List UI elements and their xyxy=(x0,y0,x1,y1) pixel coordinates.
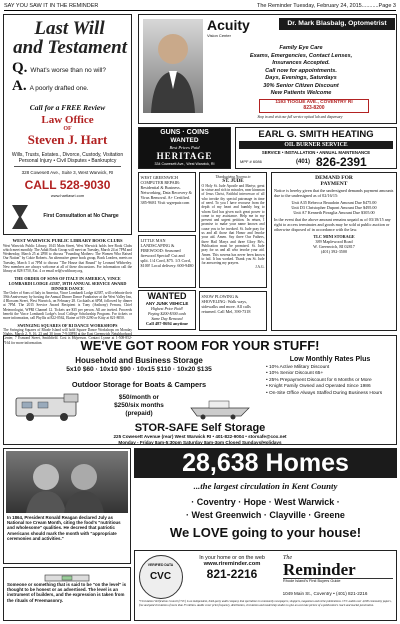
demand-body: Notice is hereby given that the undersigned demands payment amounts due to the undersigned as of 02/16/15: xyxy=(274,188,394,198)
demand-unit: Unit A35 Rebecca Beaudoin Amount Due $475.00 xyxy=(291,200,377,205)
earl-name: EARL G. SMITH HEATING xyxy=(258,129,374,140)
italy-body: The Order of Sons of Italy in America, Vince Lombardi Lodge #2387, will celebrate their 39th Anniversary by hosting the Annual Dinner Dance Fundraiser at the West Valley Inn, 4 Blossom Street, West Warwick, on February 28. Cocktails at 6PM, followed by dinner at 7PM. The 2015 Service Award Recipient is Tony (Anthony) Ferrara, Chief Meteorologist, WPRI Channel 12. Tickets are $35 per person. All are invited. Proceeds benefit the Vince Lombardi Lodge's local College Scholarship Program. For tickets or more information, call Phyllis at 822-0562, Elaine at 919-2290 or Kitty at 821-8050. xyxy=(3,290,132,321)
italy-title: THE ORDER OF SONS OF ITALY IN AMERICA, VINCE LOMBARDI LODGE #2387, 39TH ANNUAL SERVICE AWARD DINNER DANCE xyxy=(8,275,127,291)
level-text: Someone or something that is said to be "on the level" is thought to be honest or as advertised. The level is an instrument of builders, and the expression is taken from the rituals of Freemasonry. xyxy=(7,582,127,603)
reagan-photo xyxy=(6,451,128,513)
homes-ad xyxy=(134,448,397,548)
level-icon-wrap xyxy=(44,570,90,580)
acuity-line: Exams, Emergencies, Contact Lenses, xyxy=(249,52,353,59)
junk-line2: Paying $200-$300 cash xyxy=(148,311,186,316)
acuity-line: Call now for appointments. xyxy=(265,67,337,74)
earl-smith-ad xyxy=(235,127,397,169)
demand-company: TLC MINI STORAGE xyxy=(313,234,355,239)
acuity-line: Insurances Accepted. xyxy=(272,60,330,66)
acuity-line: 30% Senior Citizen Discount xyxy=(263,82,339,89)
acuity-lines xyxy=(207,45,395,98)
stor-bullet-text: Knight Family Owned and Operated Since 1986 xyxy=(269,384,371,390)
demand-company-block xyxy=(274,234,394,254)
stor-h1: Household and Business Storage xyxy=(75,356,203,365)
law-address: 328 Cowesett Ave., Suite 3, West Warwick, RI xyxy=(21,170,114,175)
swing-body: The Swinging Squares of Rhode Island will hold Square Dance Workshops on Monday Nights, March 2, 9, 16, 23 and 30 from 7-9:30PM at the East Greenwich Neighborhood Center, 7 Esmond Street, Smithfield. Cost is $6/person. Contact Lynne at 1-508-852-7164 for more information. xyxy=(3,327,132,345)
stor-promo xyxy=(99,394,179,418)
stor-promo2: $250/six months xyxy=(114,402,164,409)
earl-sub: OIL BURNER SERVICE xyxy=(239,141,393,149)
community-notices xyxy=(3,238,132,345)
guns-address: 334 Cowesett Ave., West Warwick, RI xyxy=(154,162,215,166)
snow-text: SNOW PLOWING & SHOVELING: Walk ways, sidewalks and more. All calls returned. Call Mel, 390-7318 xyxy=(201,293,251,314)
cvc-badge-top: VERIFIED DATA xyxy=(147,563,174,567)
ice-cream-photo xyxy=(6,451,128,513)
boat-illustration xyxy=(189,396,259,420)
law-office-ad xyxy=(3,14,132,235)
law-web: www.hartlawri.com xyxy=(50,193,85,198)
stor-bullet: • On-Site Office Always Staffed During Business Hours xyxy=(266,390,383,396)
rv-illustration xyxy=(14,392,84,422)
acuity-address-box xyxy=(259,99,369,113)
junk-title: WANTED xyxy=(147,291,187,301)
firm-name xyxy=(4,115,131,146)
stor-sizes: 5x10 $60 · 10x10 $90 · 10x15 $110 · 10x20 $135 xyxy=(66,366,212,373)
earl-line: SERVICE • INSTALLATION • ANNUAL MAINTENANCE xyxy=(261,150,371,155)
reagan-text: In 1864, President Ronald Reagan declared July as National Ice Cream Month, citing the food's "nutritious and wholesome" qualities. He decreed that patriotic Americans should mark the month with "appropriate ceremonies and activities." xyxy=(7,515,121,541)
q-line xyxy=(12,60,132,77)
stor-bullet-text: 10% Senior Discount 65+ xyxy=(269,371,324,377)
jude-title1: Thanksgiving Novena to xyxy=(215,174,251,179)
acuity-sub: Vision Center xyxy=(207,33,231,38)
jude-sign: J.A.G. xyxy=(255,265,265,270)
stor-bullet: • 10% Senior Discount 65+ xyxy=(266,371,324,377)
stor-banner: WE'VE GOT ROOM FOR YOUR STUFF! xyxy=(80,338,320,353)
doctor-portrait xyxy=(143,19,203,113)
junk-sub: ANY JUNK VEHICLE xyxy=(145,301,189,306)
demand-units xyxy=(274,200,394,215)
junk-line1: Highest Price Paid! xyxy=(151,306,183,311)
law-phone: CALL 528-9030 xyxy=(24,178,111,192)
acuity-doctor: Dr. Mark Blasbalg, Optometrist xyxy=(279,18,395,30)
earl-area: (401) xyxy=(296,159,311,165)
a-line xyxy=(12,78,132,95)
demand-unit: Unit D3 Christopher Dupont Amount Due $495.00 xyxy=(291,205,377,210)
level-trivia xyxy=(3,567,131,621)
acuity-line: Days, Evenings, Saturdays xyxy=(265,75,337,81)
junk-phone: Call 487-8694 anytime xyxy=(146,321,188,326)
stor-h3: Low Monthly Rates Plus xyxy=(289,356,371,363)
stor-hours: Monday - Friday 8am-5:30pm Saturday 8am-3pm Closed Sundays/Holidays xyxy=(118,440,282,445)
demand-addr2: W. Greenwich, RI 02817 xyxy=(313,244,355,249)
earl-phone: 826-2391 xyxy=(316,155,367,169)
guns-title: GUNS · COINS xyxy=(160,129,209,136)
reminder-logo xyxy=(283,555,393,591)
q-text: What's worse than no will? xyxy=(30,67,106,74)
stor-address: 225 Cowesett Avenue (rear) West Warwick RI • 401-822-9004 • storsafe@cox.net xyxy=(113,434,287,439)
homes-love: We LOVE going to your house! xyxy=(169,525,362,540)
homes-count: 28,638 Homes xyxy=(134,448,397,478)
snow-plowing-classified xyxy=(199,291,267,331)
reminder-logo-sub: Rhode Island's First Buyers Guide xyxy=(283,578,393,583)
guns-wanted: WANTED xyxy=(170,137,199,144)
stor-h2: Outdoor Storage for Boats & Campers xyxy=(71,380,207,389)
homes-towns1: · Coventry · Hope · West Warwick · xyxy=(191,497,340,507)
firm-line1: Law Office xyxy=(41,114,94,126)
firm-line3: Steven J. Hart xyxy=(27,132,108,147)
acuity-ad xyxy=(138,14,397,124)
scales-icon xyxy=(10,203,30,231)
reminder-addr: 1049 Main St., Coventry • (401) 821-2216 xyxy=(282,591,368,596)
acuity-line: New Patients Welcome xyxy=(270,90,332,96)
a-text: A poorly drafted one. xyxy=(29,85,89,92)
reminder-logo-the: The xyxy=(283,555,292,561)
hourglass-logo xyxy=(10,203,30,231)
stor-bullet-text: On-Site Office Always Staffed During Business Hours xyxy=(269,390,383,396)
firm-line2: OF xyxy=(63,126,72,132)
boat-icon xyxy=(189,396,259,420)
stor-safe-ad xyxy=(3,335,397,445)
landscaping-classified xyxy=(138,235,196,288)
acuity-photo xyxy=(143,19,203,113)
computer-repair-classified xyxy=(138,172,196,232)
stor-promo1: $50/month or xyxy=(118,394,160,401)
free-review: Call for a FREE Review xyxy=(29,103,106,112)
reminder-ad xyxy=(134,550,397,621)
demand-title1: DEMAND FOR xyxy=(315,175,353,181)
stor-bullet: • Knight Family Owned and Operated Since 1986 xyxy=(266,384,371,390)
law-divider xyxy=(14,166,121,167)
acuity-brand: Acuity xyxy=(207,17,250,33)
guns-ad xyxy=(138,127,231,169)
junk-vehicle-ad xyxy=(138,290,196,330)
library-body: West Warwick Public Library, 1043 Main Street, West Warwick holds free Book Clubs which meet monthly. The Adult Book Group will meet on Tuesday, March 24 at 7PM and Wednesday, March 25 at 2PM to discuss "Founding Mothers: The Women Who Raised Our Nation" by Cokie Roberts. An alternative genre book group, Book Leaders, meets on Tuesday, March 3 at 7PM to discuss "The House that Bound" by Leonard Wibberley. New members are always welcome at all of these discussions. For information call the library at 828-3750, Ext. 4 or email ref@wwlibrary.org. xyxy=(3,243,132,274)
swing-title: SWINGING SQUARES OF RI DANCE WORKSHOPS xyxy=(17,322,118,328)
acuity-logo xyxy=(207,17,277,45)
rv-icon xyxy=(14,392,84,422)
law-consult: First Consultation at No Charge xyxy=(43,213,119,219)
reminder-logo-text: Reminder xyxy=(283,560,356,579)
junk-line3: Same Day Removal xyxy=(151,316,183,321)
page-header xyxy=(4,3,396,11)
landscaping-text: LITTLE MAN LANDSCAPING & FIREWOOD: Seasoned firewood Special! Cut and split. 1/4 Cord, $75. 1/3 Cord, $100! Local delivery. 600-9480 xyxy=(140,237,194,268)
jude-title2: ST. JUDE xyxy=(222,178,244,184)
demand-for-payment xyxy=(271,172,397,331)
demand-unit: Unit A7 Kenneth Pirraglia Amount Due $305.00 xyxy=(293,210,375,215)
header-right: The Reminder Tuesday, February 24, 2015...........Page 3 xyxy=(256,3,396,9)
cvc-badge-label: CVC xyxy=(149,571,172,582)
st-jude-novena xyxy=(199,172,267,288)
acuity-line: Family Eye Care xyxy=(279,45,323,51)
will-title xyxy=(12,19,127,57)
demand-body2: In the event that the above amount remains unpaid as of 03/18/15 any right to access terminates and goods may be sold at public auction or otherwise disposed of in accordance with the law. xyxy=(274,217,391,232)
stor-bullet-text: 25% Prepayment Discount for 6 Months or More xyxy=(269,377,372,383)
jude-body: O Holy St. Jude Apostle and Martyr, great in virtue and rich in miracles, near kinsman of Jesus Christ, Faithful intercessor of all who invoke thy special patronage in time of need. To you I have recourse from the depth of my heart and humbly beg to whom God has given such great power to come to my assistance. Help me in my present and urgent petition. In return, I promise to make your name known and cause you to be invoked. St. Jude pray for us and all those that Honor and Invoke your aid. Amen. Say three Our Fathers, three Hail Marys and three Glory Be's. Publication must be promised. St. Jude pray for us and all who invoke your aid. Amen. This novena has never been known to fail. It has worked. Thank you St. Jude for answering my prayers. xyxy=(201,183,265,266)
stor-promo3: (prepaid) xyxy=(125,410,153,417)
stor-bullet: • 10% Active Military Discount xyxy=(266,365,330,370)
earl-license: MPF # 6086 xyxy=(240,159,262,164)
acuity-foot: Stop in and visit our full service optical lab and dispensary xyxy=(257,115,343,119)
law-services: Wills, Trusts, Estates., Divorce, Custody, Visitation Personal Injury • Civil Disputes • Bankruptcy xyxy=(11,152,124,164)
stor-bullet: • 25% Prepayment Discount for 6 Months or More xyxy=(266,377,372,383)
computer-text: WEST GREENWICH COMPUTER REPAIR: Residential & Business. Networking, Data Recovery & Virus Removal. A+ Certified. 385-9681 Visit wgrepair.com xyxy=(140,174,192,205)
cvc-badge xyxy=(139,555,183,599)
will-title-line2: and Testament xyxy=(13,37,127,58)
reminder-web: www.rireminder.com xyxy=(203,561,261,567)
guns-store: HERITAGE xyxy=(156,151,213,161)
acuity-phone: 823-8200 xyxy=(303,105,325,111)
q-letter: Q. xyxy=(12,60,28,76)
homes-tag: ...the largest circulation in Kent County xyxy=(193,481,338,491)
homes-towns2: · West Greenwich · Clayville · Greene xyxy=(186,510,345,520)
reagan-trivia xyxy=(3,448,131,564)
a-letter: A. xyxy=(12,78,27,94)
acuity-address: 1193 TIOGUE AVE., COVENTRY RI xyxy=(275,100,353,105)
reminder-fine: *Circulation Verification Council (CVC) is an independent, third-party audit company that specializes in community newspapers, shoppers, magazines and niche publications. CVC audits over 4,000 community papers, free and paid circulation of more than 35 million. Audits cover print frequency, distribution, circulation and readership studies to give an accurate picture of a publication's reach and market penetration. xyxy=(139,599,392,607)
library-title: WEST WARWICK PUBLIC LIBRARY BOOK CLUBS xyxy=(12,238,123,243)
demand-title2: PAYMENT xyxy=(320,181,348,187)
guns-sub: Best Prices Paid xyxy=(169,145,200,150)
stor-bullet-text: 10% Active Military Discount xyxy=(269,365,330,370)
demand-phone: (401) 392-3500 xyxy=(320,249,348,254)
will-title-line1: Last Will xyxy=(34,18,105,39)
reminder-line1: In your home or on the web xyxy=(199,555,265,561)
stor-name: STOR-SAFE Self Storage xyxy=(134,422,266,434)
header-left: SAY YOU SAW IT IN THE REMINDER xyxy=(4,3,99,9)
stor-rates xyxy=(266,356,394,397)
demand-addr1: 389 Maplewood Road xyxy=(315,239,353,244)
reminder-web-block xyxy=(187,555,277,581)
reminder-phone: 821-2216 xyxy=(206,567,258,581)
